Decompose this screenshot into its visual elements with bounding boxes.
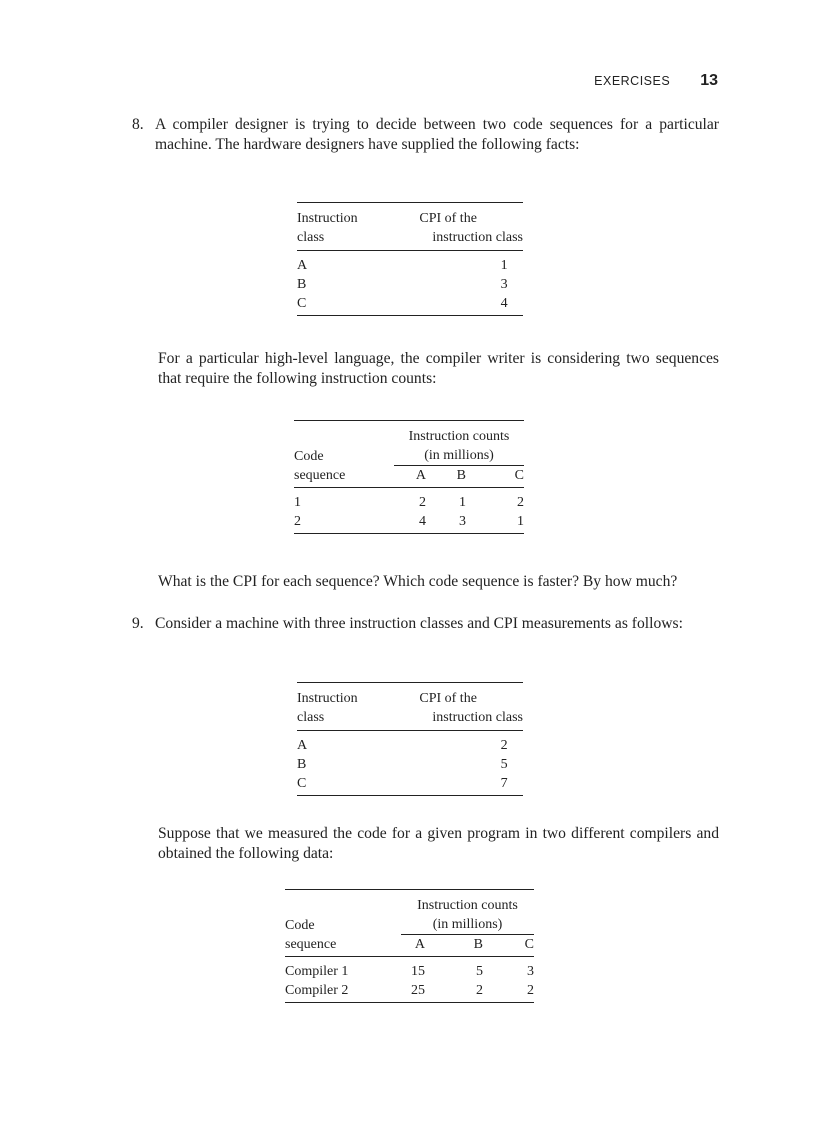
cell-c: 2 <box>487 981 534 1003</box>
row-seq: 2 <box>294 512 394 534</box>
exercise-8-count-table <box>294 420 524 534</box>
exercise-9-number: 9. <box>132 615 144 632</box>
cell-b: 2 <box>425 981 487 1003</box>
exercise-8-cpi-table <box>297 202 523 316</box>
row-cpi: 4 <box>373 294 523 316</box>
cell-c: 3 <box>527 964 534 979</box>
exercise-8-intro: A compiler designer is trying to decide between two code sequences for a particular machine. The hardware designers have supplied the following facts: <box>155 116 719 153</box>
exercise-8-middle: For a particular high-level language, the compiler writer is considering two sequences that require the following instruction counts: <box>158 350 719 387</box>
exercise-9-count-table <box>285 889 534 1003</box>
col-b: B <box>425 935 487 957</box>
page-header <box>594 72 718 90</box>
code-header-1: Code <box>294 448 324 464</box>
col-a: A <box>394 466 426 488</box>
row-cpi: 2 <box>500 738 508 753</box>
exercise-9-middle: Suppose that we measured the code for a given program in two different compilers and obtained the following data: <box>158 825 719 862</box>
col-header-cpi-2: instruction class <box>373 708 523 731</box>
span-header-2: (in millions) <box>394 446 524 466</box>
span-header-1: Instruction counts <box>394 421 524 447</box>
col-header-cpi-2: instruction class <box>373 228 523 251</box>
row-class: B <box>297 277 307 292</box>
exercise-9-cpi-table <box>297 682 523 796</box>
row-cpi: 1 <box>500 258 508 273</box>
row-seq: Compiler 1 <box>285 964 349 979</box>
col-c: C <box>487 935 534 957</box>
code-header-2: sequence <box>285 935 401 957</box>
cell-b: 1 <box>459 495 466 510</box>
row-seq: 1 <box>294 495 301 510</box>
span-header-1: Instruction counts <box>401 890 534 916</box>
cell-c: 1 <box>474 512 524 534</box>
row-class: A <box>297 258 308 273</box>
code-header-2: sequence <box>294 466 394 488</box>
row-cpi: 7 <box>373 774 523 796</box>
cell-c: 2 <box>517 495 524 510</box>
section-title: EXERCISES <box>594 74 671 88</box>
cell-a: 15 <box>411 964 425 979</box>
row-cpi: 5 <box>500 757 508 772</box>
exercise-8-question: What is the CPI for each sequence? Which code sequence is faster? By how much? <box>158 573 678 590</box>
row-class: C <box>297 774 373 796</box>
col-header-class-2: class <box>297 708 373 731</box>
col-header-cpi-1: CPI of the <box>373 683 523 709</box>
code-header-1: Code <box>285 917 315 933</box>
col-header-class-1: Instruction <box>297 203 373 229</box>
exercise-8-number: 8. <box>132 116 144 133</box>
cell-b: 5 <box>476 964 483 979</box>
cell-a: 2 <box>419 495 426 510</box>
row-class: B <box>297 757 307 772</box>
col-a: A <box>401 935 425 957</box>
cell-a: 25 <box>401 981 425 1003</box>
row-class: C <box>297 294 373 316</box>
cell-b: 3 <box>426 512 474 534</box>
row-seq: Compiler 2 <box>285 981 401 1003</box>
row-class: A <box>297 738 308 753</box>
col-header-class-1: Instruction <box>297 683 373 709</box>
row-cpi: 3 <box>500 277 508 292</box>
page-number: 13 <box>700 72 718 89</box>
col-c: C <box>474 466 524 488</box>
span-header-2: (in millions) <box>401 915 534 935</box>
col-header-cpi-1: CPI of the <box>373 203 523 229</box>
col-header-class-2: class <box>297 228 373 251</box>
exercise-9-intro: Consider a machine with three instruction classes and CPI measurements as follows: <box>155 615 683 632</box>
col-b: B <box>426 466 474 488</box>
cell-a: 4 <box>394 512 426 534</box>
